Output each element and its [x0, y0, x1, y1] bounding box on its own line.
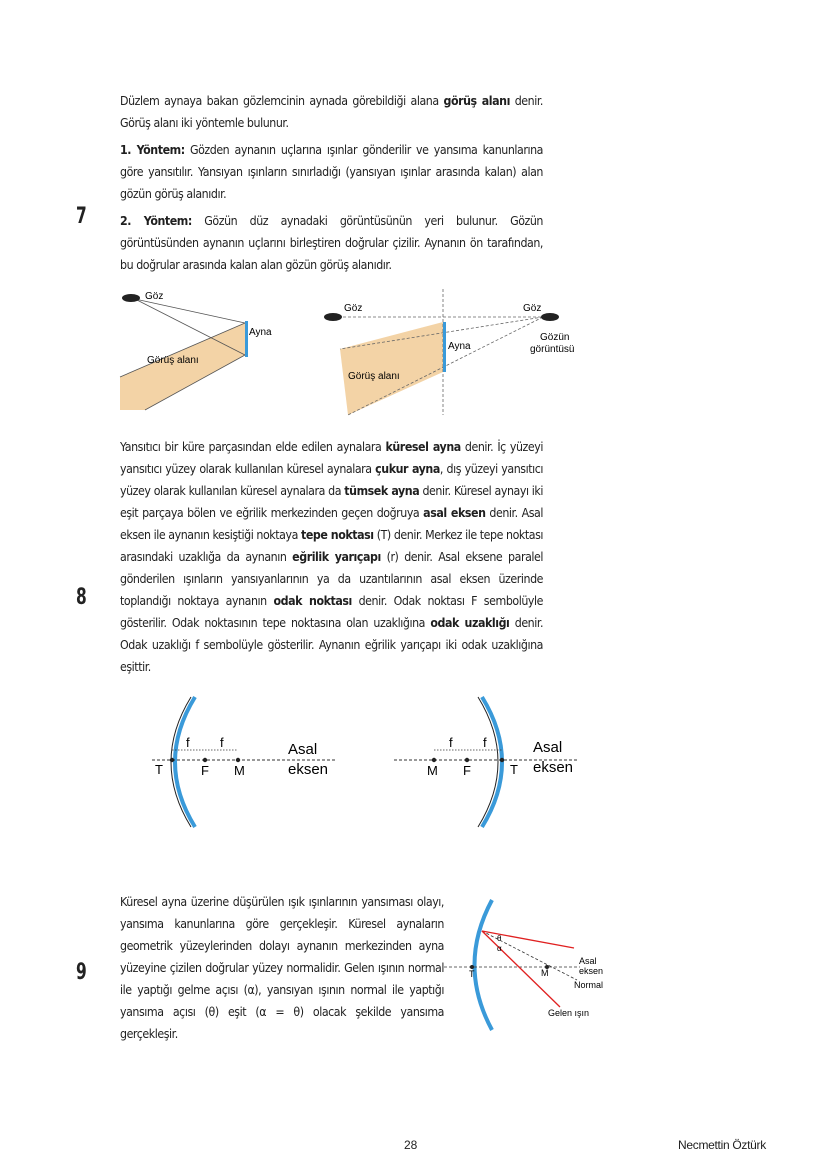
paragraph-spherical-mirrors — [120, 436, 543, 678]
eye-label: Göz — [344, 303, 363, 314]
text: denir. Odak noktası F sembolüyle gösterilir. Odak noktasının tepe noktasına olan uzaklığına — [120, 594, 543, 630]
focal-point — [203, 758, 207, 762]
plane-mirror — [443, 322, 446, 372]
paragraph-method-2 — [120, 210, 543, 276]
axis-label-2: eksen — [579, 966, 604, 976]
text: denir. Odak uzaklığı f sembolüyle gösterilir. Aynanın eğrilik yarıçapı iki odak uzaklığına eşittir. — [120, 616, 544, 674]
text: , dış yüzeyi yansıtıcı yüzey olarak kullanılan küresel aynalara da — [120, 462, 543, 498]
term-bold: çukur ayna — [375, 462, 440, 476]
paragraph-method-1 — [120, 139, 543, 205]
axis-label-2: eksen — [533, 759, 574, 776]
section-number-7: 7 — [76, 204, 87, 229]
figure-concave-mirror — [150, 692, 350, 832]
theta-label: θ — [497, 934, 502, 943]
term-bold: tümsek ayna — [344, 484, 420, 498]
center-label: M — [234, 763, 245, 778]
term-bold: asal eksen — [423, 506, 486, 520]
center-label: M — [541, 968, 549, 978]
term-bold: 1. Yöntem: — [120, 143, 185, 157]
figure-convex-mirror — [392, 692, 592, 832]
vertex-label: T — [155, 762, 163, 777]
text: Düzlem aynaya bakan gözlemcinin aynada görebildiği alana — [120, 94, 444, 108]
reflected-ray — [482, 931, 574, 948]
axis-label-1: Asal — [579, 956, 597, 966]
normal-label: Normal — [574, 980, 604, 990]
image-label-line1: Gözün — [540, 332, 570, 343]
f-label: f — [449, 735, 453, 750]
term-bold: görüş alanı — [443, 94, 510, 108]
mirror-label: Ayna — [448, 341, 471, 352]
f-label: f — [483, 735, 487, 750]
term-bold: odak noktası — [273, 594, 352, 608]
figure-method-1 — [115, 285, 290, 415]
center-label: M — [427, 763, 438, 778]
figure-method-2 — [318, 287, 588, 417]
figure-reflection-on-mirror — [442, 895, 612, 1035]
term-bold: 2. Yöntem: — [120, 214, 192, 228]
eye-icon — [324, 313, 342, 321]
text: Yansıtıcı bir küre parçasından elde edilen aynalara — [120, 440, 386, 454]
text: (r) denir. Asal eksene paralel gönderilen ışınların yansıyanlarının ya da uzantılarının asal eksen üzerinde toplandığı noktaya aynanın — [120, 550, 544, 608]
eye-image-icon — [541, 313, 559, 321]
page-number: 28 — [404, 1138, 418, 1152]
alpha-label: α — [497, 944, 502, 953]
visual-field-label: Görüş alanı — [348, 371, 400, 382]
plane-mirror — [245, 321, 248, 357]
eye-image-label: Göz — [523, 303, 542, 314]
author-name: Necmettin Öztürk — [678, 1138, 766, 1152]
text: denir. Küresel aynayı iki eşit parçaya bölen ve eğrilik merkezinden geçen doğruya — [120, 484, 543, 520]
text: denir. Görüş alanı iki yöntemle bulunur. — [120, 94, 543, 130]
center-point — [432, 758, 436, 762]
term-bold: eğrilik yarıçapı — [292, 550, 381, 564]
image-label-line2: görüntüsü — [530, 344, 575, 355]
visual-field-area — [340, 322, 443, 415]
paragraph-visual-field-definition — [120, 90, 543, 134]
text: Gözün düz aynadaki görüntüsünün yeri bulunur. Gözün görüntüsünden aynanın uçlarını birleştiren doğrular çizilir. Aynanın ön tarafından, bu doğrular arasında kalan alan gözün görüş alanıdır. — [120, 214, 543, 272]
center-point — [236, 758, 240, 762]
vertex-point — [500, 758, 504, 762]
concave-mirror — [175, 697, 195, 827]
vertex-label: T — [469, 969, 475, 979]
incident-label: Gelen ışın — [548, 1008, 590, 1018]
term-bold: küresel ayna — [385, 440, 461, 454]
concave-mirror — [475, 900, 493, 1030]
visual-field-area — [120, 323, 245, 410]
axis-label-1: Asal — [533, 739, 563, 756]
text: denir. İç yüzeyi yansıtıcı yüzey olarak kullanılan küresel aynalara — [120, 440, 544, 476]
visual-field-label: Görüş alanı — [147, 355, 199, 366]
term-bold: tepe noktası — [300, 528, 374, 542]
axis-label-2: eksen — [288, 761, 329, 778]
focus-label: F — [201, 763, 209, 778]
text: (T) denir. Merkez ile tepe noktası arasındaki uzaklığa da aynanın — [120, 528, 544, 564]
f-label: f — [220, 735, 224, 750]
focus-label: F — [463, 763, 471, 778]
eye-label: Göz — [145, 291, 164, 302]
paragraph-reflection-laws: Küresel ayna üzerine düşürülen ışık ışınlarının yansıması olayı, yansıma kanunlarına göre gerçekleşir. Küresel aynaların geometrik yüzeylerinden dolayı aynanın merkezinden ayna yüzeyine çizilen doğrular yüzey normalidir. Gelen ışının normal ile yaptığı gelme açısı (α), yansıyan ışının normal ile yaptığı yansıma açısı (θ) eşit (α = θ) olacak şekilde yansıma gerçekleşir. — [120, 895, 444, 1041]
section-number-9: 9 — [76, 960, 87, 985]
vertex-label: T — [510, 762, 518, 777]
text: Gözden aynanın uçlarına ışınlar gönderilir ve yansıma kanunlarına göre yansıtılır. Yansıyan ışınların sınırladığı (yansıyan ışınlar arasında kalan) alan gözün görüş alanıdır. — [120, 143, 543, 201]
f-label: f — [186, 735, 190, 750]
text: denir. Asal eksen ile aynanın kesiştiği noktaya — [120, 506, 544, 542]
focal-point — [465, 758, 469, 762]
convex-mirror — [482, 697, 502, 827]
axis-label-1: Asal — [288, 741, 318, 758]
section-number-8: 8 — [76, 585, 87, 610]
vertex-point — [170, 758, 174, 762]
eye-icon — [122, 294, 140, 302]
mirror-label: Ayna — [249, 327, 272, 338]
term-bold: odak uzaklığı — [430, 616, 510, 630]
ray — [135, 299, 245, 323]
